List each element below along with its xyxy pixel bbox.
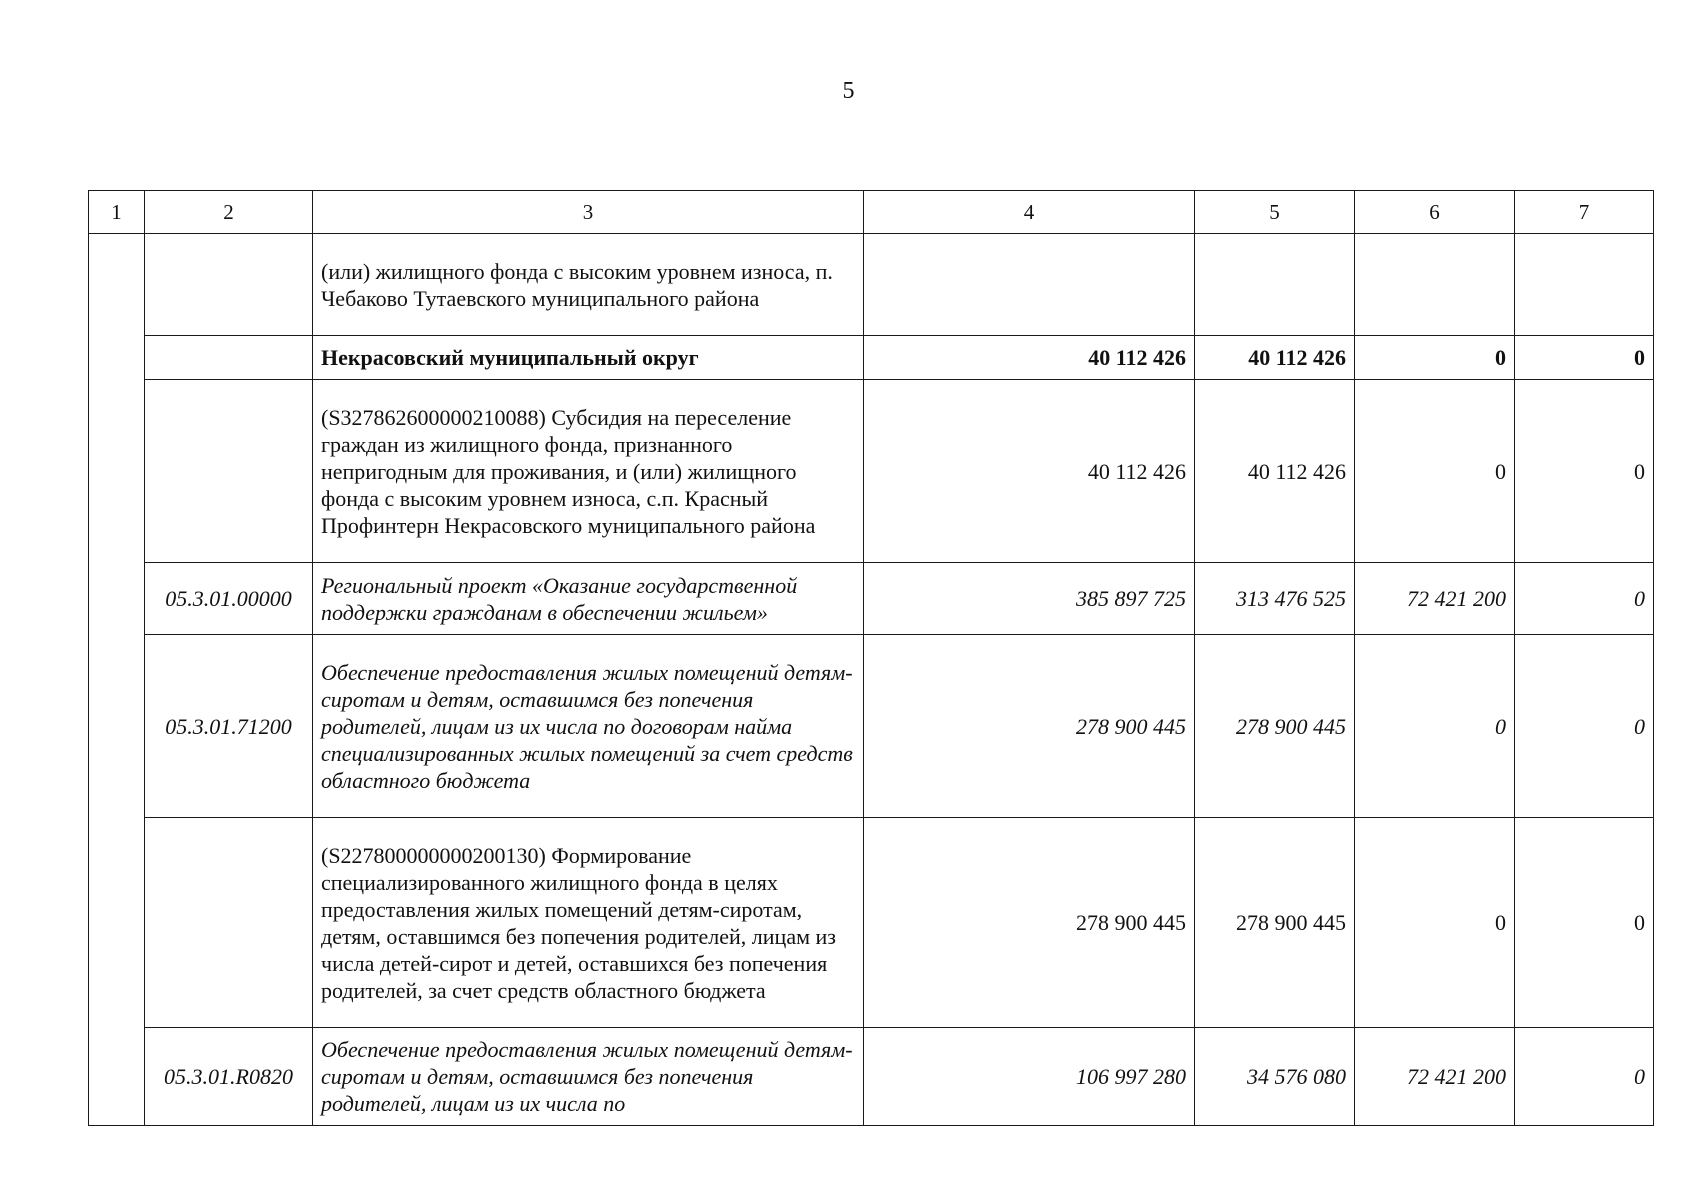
row-value-5: 40 112 426 — [1195, 380, 1355, 563]
column-1-cell — [89, 234, 145, 1126]
row-code — [145, 818, 313, 1028]
row-value-5: 34 576 080 — [1195, 1028, 1355, 1126]
row-code — [145, 234, 313, 336]
header-cell-2: 2 — [145, 191, 313, 234]
row-value-5: 313 476 525 — [1195, 563, 1355, 635]
row-value-5: 278 900 445 — [1195, 818, 1355, 1028]
row-value-4: 40 112 426 — [864, 380, 1195, 563]
budget-table — [88, 190, 1654, 1126]
row-code: 05.3.01.71200 — [145, 635, 313, 818]
row-value-7 — [1515, 234, 1654, 336]
header-cell-7: 7 — [1515, 191, 1654, 234]
header-cell-3: 3 — [313, 191, 864, 234]
row-value-5 — [1195, 234, 1355, 336]
row-description: Региональный проект «Оказание государственной поддержки гражданам в обеспечении жильем» — [313, 563, 864, 635]
header-cell-6: 6 — [1355, 191, 1515, 234]
row-description: (S227800000000200130) Формирование специализированного жилищного фонда в целях предоставления жилых помещений детям-сиротам, детям, оставшимся без попечения родителей, лицам из числа детей-сирот и детей, оставшихся без попечения родителей, за счет средств областного бюджета — [313, 818, 864, 1028]
row-value-6 — [1355, 234, 1515, 336]
header-cell-4: 4 — [864, 191, 1195, 234]
row-code — [145, 380, 313, 563]
row-value-5: 278 900 445 — [1195, 635, 1355, 818]
page-number: 5 — [842, 78, 855, 104]
row-value-6: 0 — [1355, 635, 1515, 818]
row-value-7: 0 — [1515, 1028, 1654, 1126]
row-value-7: 0 — [1515, 635, 1654, 818]
table-row — [89, 1028, 1654, 1126]
table-row — [89, 818, 1654, 1028]
row-code: 05.3.01.R0820 — [145, 1028, 313, 1126]
row-value-6: 72 421 200 — [1355, 1028, 1515, 1126]
row-value-6: 72 421 200 — [1355, 563, 1515, 635]
row-value-6: 0 — [1355, 336, 1515, 380]
row-value-5: 40 112 426 — [1195, 336, 1355, 380]
row-value-4: 40 112 426 — [864, 336, 1195, 380]
header-cell-5: 5 — [1195, 191, 1355, 234]
row-description: Обеспечение предоставления жилых помещений детям-сиротам и детям, оставшимся без попечения родителей, лицам из их числа по договорам найма специализированных жилых помещений за счет средств областного бюджета — [313, 635, 864, 818]
table-row — [89, 380, 1654, 563]
table-header-row — [89, 191, 1654, 234]
row-value-7: 0 — [1515, 336, 1654, 380]
row-value-4: 278 900 445 — [864, 818, 1195, 1028]
row-code — [145, 336, 313, 380]
row-value-4: 106 997 280 — [864, 1028, 1195, 1126]
table-row — [89, 234, 1654, 336]
row-value-4: 385 897 725 — [864, 563, 1195, 635]
table-row — [89, 563, 1654, 635]
row-value-6: 0 — [1355, 818, 1515, 1028]
row-value-7: 0 — [1515, 818, 1654, 1028]
table-row — [89, 336, 1654, 380]
row-code: 05.3.01.00000 — [145, 563, 313, 635]
row-description: Некрасовский муниципальный округ — [313, 336, 864, 380]
row-value-7: 0 — [1515, 563, 1654, 635]
row-value-6: 0 — [1355, 380, 1515, 563]
header-cell-1: 1 — [89, 191, 145, 234]
row-value-7: 0 — [1515, 380, 1654, 563]
table-row — [89, 635, 1654, 818]
row-value-4 — [864, 234, 1195, 336]
row-description: Обеспечение предоставления жилых помещений детям-сиротам и детям, оставшимся без попечения родителей, лицам из их числа по — [313, 1028, 864, 1126]
row-value-4: 278 900 445 — [864, 635, 1195, 818]
row-description: (или) жилищного фонда с высоким уровнем износа, п. Чебаково Тутаевского муниципального района — [313, 234, 864, 336]
row-description: (S327862600000210088) Субсидия на переселение граждан из жилищного фонда, признанного непригодным для проживания, и (или) жилищного фонда с высоким уровнем износа, с.п. Красный Профинтерн Некрасовского муниципального района — [313, 380, 864, 563]
